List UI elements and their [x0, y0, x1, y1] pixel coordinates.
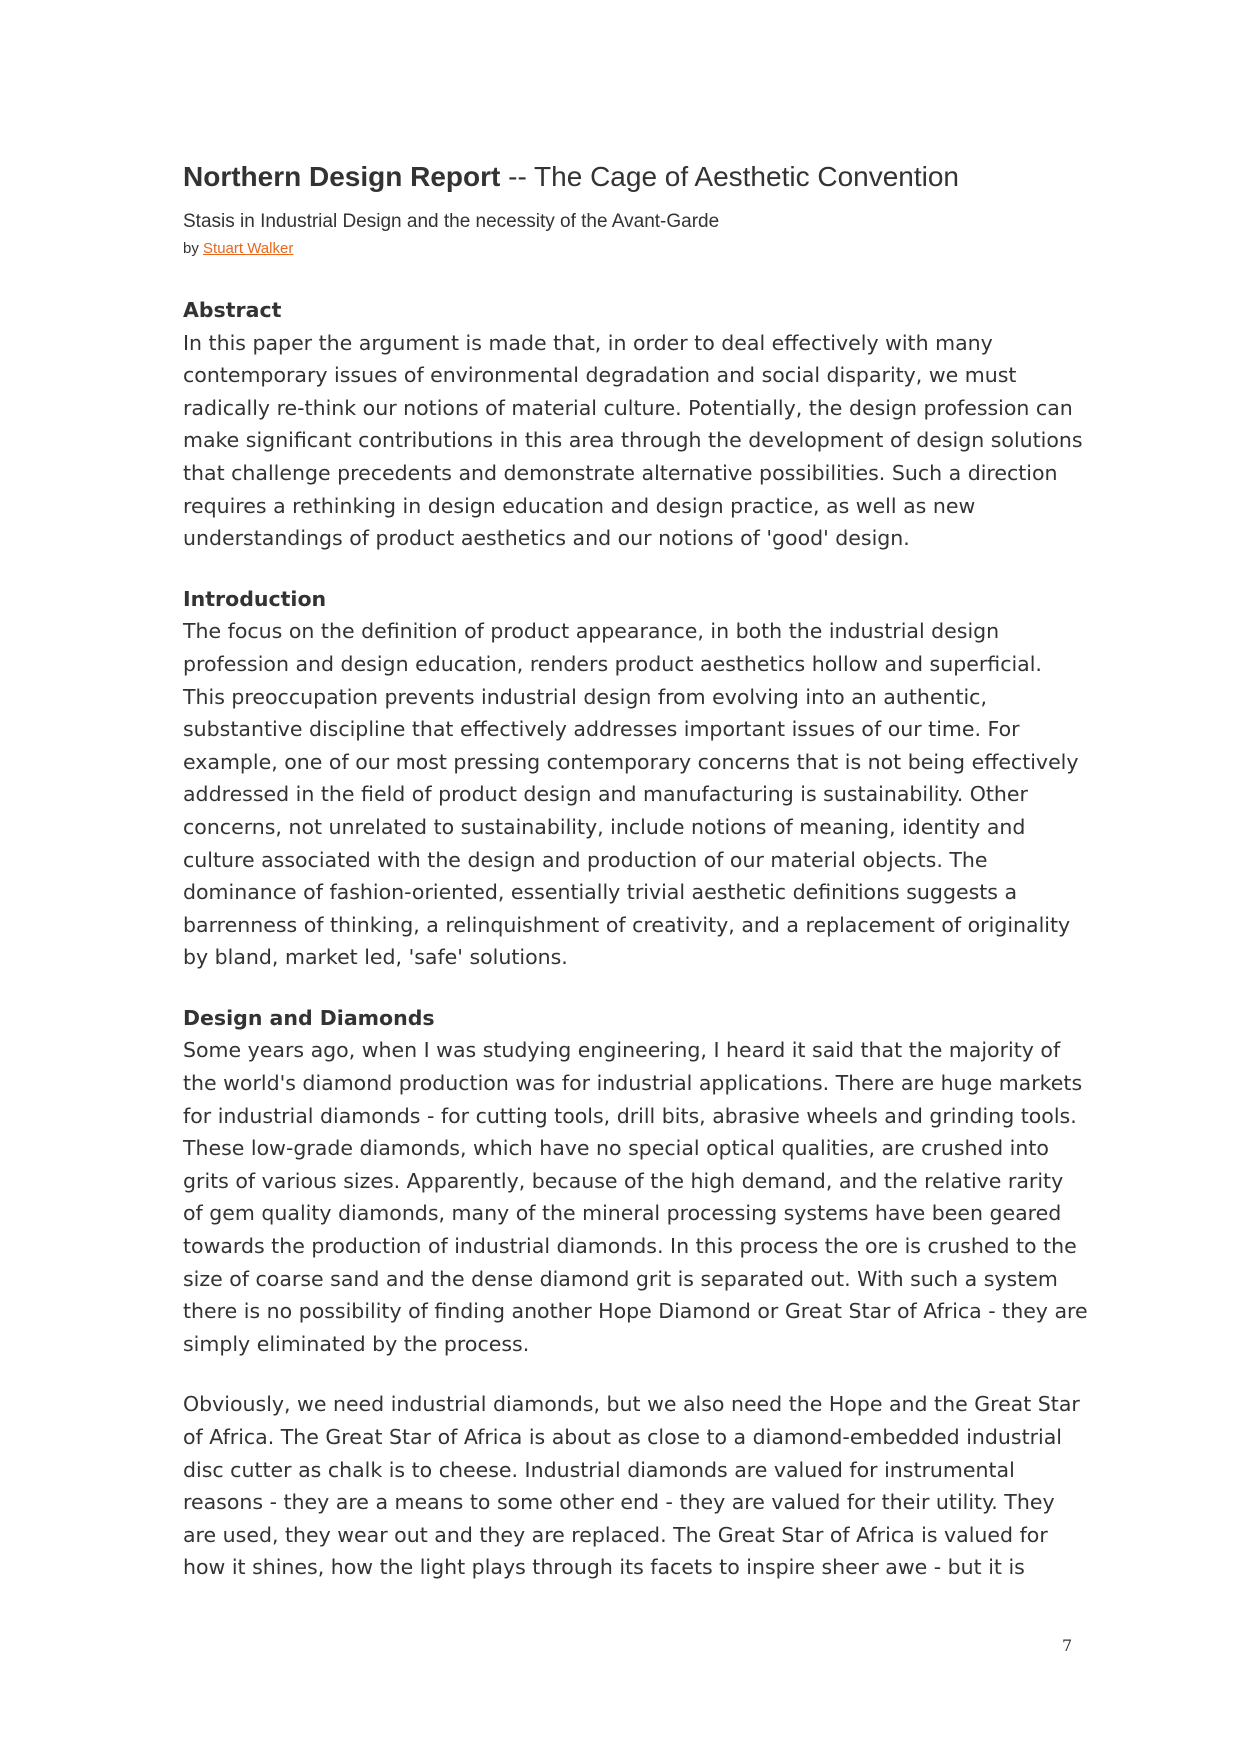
abstract-heading: Abstract: [183, 298, 282, 322]
introduction-heading: Introduction: [183, 586, 327, 611]
byline: [183, 240, 1088, 258]
document-page: [183, 160, 1088, 1584]
byline-prefix: by: [183, 240, 204, 257]
design-diamonds-section: [183, 1002, 1088, 1361]
page-number: 7: [1062, 1636, 1073, 1655]
design-diamonds-text-2: Obviously, we need industrial diamonds, but we also need the Hope and the Great Star of Africa. The Great Star of Africa is about as close to a diamond-embedded industrial disc cutter as chalk is to cheese. Industrial diamonds are valued for instrumental reasons - they are a means to some other end - they are valued for their utility. They are used, they wear out and they are replaced. The Great Star of Africa is valued for how it shines, how the light plays through its facets to inspire sheer awe - but it is: [183, 1392, 1080, 1580]
title-rest: -- The Cage of Aesthetic Convention: [500, 161, 959, 192]
title-bold: Northern Design Report: [183, 161, 501, 192]
introduction-section: [183, 583, 1088, 974]
design-diamonds-text: Some years ago, when I was studying engineering, I heard it said that the majority of the world's diamond production was for industrial applications. There are huge markets for industrial diamonds - for cutting tools, drill bits, abrasive wheels and grinding tools. These low-grade diamonds, which have no special optical qualities, are crushed into grits of various sizes. Apparently, because of the high demand, and the relative rarity of gem quality diamonds, many of the mineral processing systems have been geared towards the production of industrial diamonds. In this process the ore is crushed to the size of coarse sand and the dense diamond grit is separated out. With such a system there is no possibility of finding another Hope Diamond or Great Star of Africa - they are simply eliminated by the process.: [183, 1038, 1088, 1356]
design-diamonds-paragraph-2: [183, 1388, 1088, 1584]
subtitle: Stasis in Industrial Design and the necessity of the Avant-Garde: [183, 211, 720, 232]
author-link[interactable]: Stuart Walker: [203, 240, 294, 257]
abstract-text: In this paper the argument is made that, in order to deal effectively with many contemporary issues of environmental degradation and social disparity, we must radically re-think our notions of material culture. Potentially, the design profession can make significant contributions in this area through the development of design solutions that challenge precedents and demonstrate alternative possibilities. Such a direction requires a rethinking in design education and design practice, as well as new understandings of product aesthetics and our notions of 'good' design.: [183, 330, 1083, 551]
design-diamonds-heading: Design and Diamonds: [183, 1005, 435, 1030]
page-title: [183, 160, 1088, 194]
abstract-section: [183, 294, 1088, 555]
introduction-text: The focus on the definition of product appearance, in both the industrial design profession and design education, renders product aesthetics hollow and superficial. This preoccupation prevents industrial design from evolving into an authentic, substantive discipline that effectively addresses important issues of our time. For example, one of our most pressing contemporary concerns that is not being effectively addressed in the field of product design and manufacturing is sustainability. Other concerns, not unrelated to sustainability, include notions of meaning, identity and culture associated with the design and production of our material objects. The dominance of fashion-oriented, essentially trivial aesthetic definitions suggests a barrenness of thinking, a relinquishment of creativity, and a replacement of originality by bland, market led, 'safe' solutions.: [183, 619, 1079, 970]
